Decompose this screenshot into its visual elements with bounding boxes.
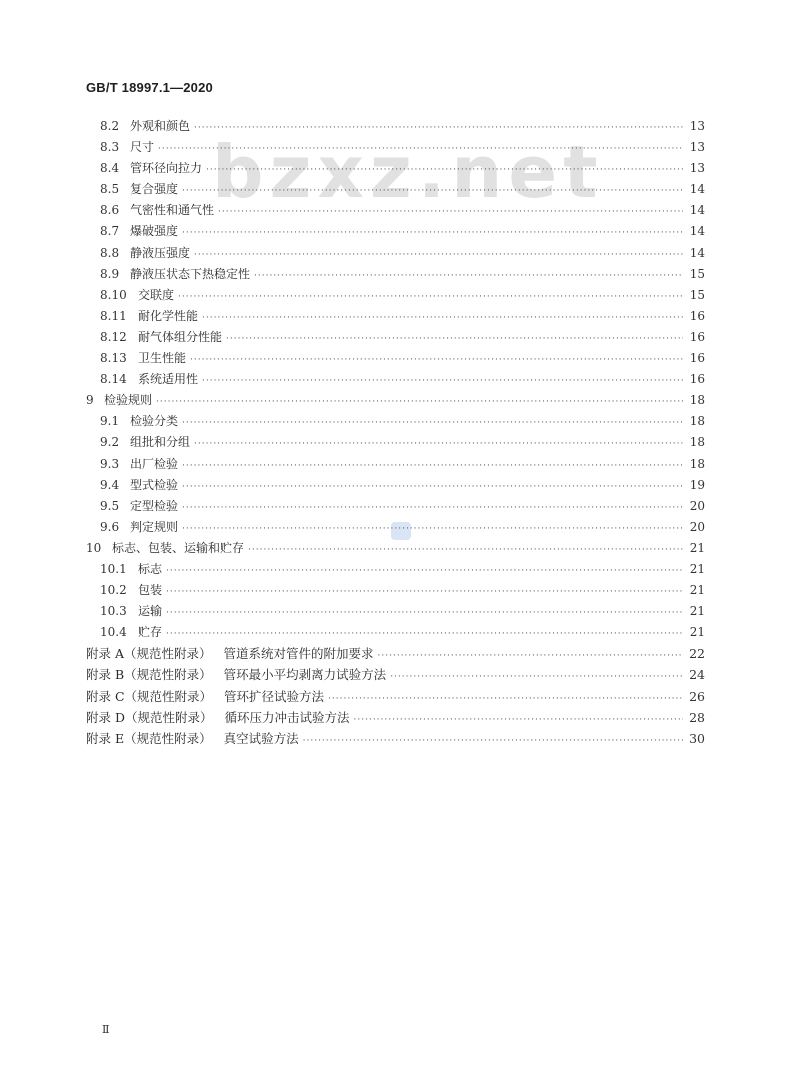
toc-leader-dots: [202, 371, 683, 392]
toc-entry-page: 15: [689, 266, 705, 281]
toc-entry-page: 21: [689, 625, 705, 640]
toc-entry[interactable]: [86, 348, 705, 369]
toc-entry-title: 爆破强度: [130, 224, 179, 239]
toc-entry-page: 16: [689, 351, 705, 366]
toc-leader-dots: [166, 582, 683, 603]
toc-entry-page: 21: [689, 583, 705, 598]
toc-entry-page: 28: [689, 709, 705, 725]
document-header: GB/T 18997.1—2020: [86, 80, 213, 95]
toc-entry-page: 20: [689, 519, 705, 534]
toc-entry-page: 30: [689, 730, 705, 746]
toc-entry-number: 10.3: [100, 604, 127, 619]
toc-entry[interactable]: [86, 432, 705, 453]
toc-leader-dots: [166, 624, 683, 645]
toc-leader-dots: [178, 287, 683, 308]
toc-entry[interactable]: [86, 137, 705, 158]
toc-leader-dots: [182, 456, 683, 477]
toc-leader-dots: [390, 667, 683, 688]
watermark-text: bzxz.net: [212, 130, 604, 214]
toc-entry-title: 组批和分组: [130, 435, 191, 450]
toc-leader-dots: [190, 350, 683, 371]
toc-entry-title: 外观和颜色: [130, 119, 191, 133]
toc-entry-title: 管环最小平均剥离力试验方法: [223, 667, 387, 683]
toc-entry[interactable]: [86, 580, 705, 601]
toc-entry-page: 18: [689, 414, 705, 429]
toc-entry-title: 检验分类: [130, 414, 179, 429]
toc-entry-page: 13: [689, 119, 705, 133]
toc-entry[interactable]: [86, 369, 705, 390]
toc-appendix-label: 附录 E（规范性附录）: [86, 730, 212, 746]
toc-entry-title: 尺寸: [130, 140, 155, 155]
toc-entry-number: 8.4: [100, 161, 120, 176]
toc-entry[interactable]: [86, 601, 705, 622]
page-number: Ⅱ: [102, 1023, 110, 1036]
toc-entry-title: 判定规则: [130, 519, 179, 534]
toc-entry-number: 8.5: [100, 182, 120, 197]
toc-entry-page: 13: [689, 140, 705, 155]
toc-leader-dots: [218, 202, 683, 223]
toc-appendix-label: 附录 D（规范性附录）: [86, 709, 213, 725]
toc-entry-number: 8.8: [100, 245, 120, 260]
toc-entry-page: 16: [689, 372, 705, 387]
toc-entry-number: 10: [86, 540, 102, 555]
toc-entry-title: 包装: [138, 583, 163, 598]
toc-entry-title: 静液压状态下热稳定性: [130, 266, 251, 281]
toc-leader-dots: [158, 139, 683, 160]
toc-leader-dots: [328, 689, 683, 710]
toc-entry-number: 10.4: [100, 625, 127, 640]
toc-entry[interactable]: [86, 285, 705, 306]
toc-entry-title: 运输: [138, 604, 163, 619]
toc-entry[interactable]: [86, 116, 705, 137]
toc-entry-page: 26: [689, 688, 705, 704]
toc-entry[interactable]: [86, 559, 705, 580]
toc-leader-dots: [303, 731, 683, 752]
toc-entry-number: 9.2: [100, 435, 120, 450]
toc-entry-title: 静液压强度: [130, 245, 191, 260]
toc-entry[interactable]: [86, 475, 705, 496]
toc-leader-dots: [182, 477, 683, 498]
toc-entry-number: 10.1: [100, 561, 127, 576]
toc-entry-title: 耐化学性能: [138, 308, 199, 323]
toc-entry-number: 8.9: [100, 266, 120, 281]
toc-leader-dots: [194, 245, 683, 266]
toc-entry-page: 24: [689, 667, 705, 683]
toc-leader-dots: [166, 561, 683, 582]
toc-entry[interactable]: [86, 179, 705, 200]
toc-entry-number: 10.2: [100, 583, 127, 598]
toc-entry[interactable]: [86, 200, 705, 221]
toc-entry-number: 8.3: [100, 140, 120, 155]
toc-entry-page: 18: [689, 456, 705, 471]
toc-entry-page: 18: [689, 435, 705, 450]
toc-entry-title: 检验规则: [104, 393, 153, 408]
toc-leader-dots: [202, 308, 683, 329]
toc-entry-page: 19: [689, 477, 705, 492]
toc-entry[interactable]: [86, 728, 705, 749]
toc-entry[interactable]: [86, 264, 705, 285]
toc-entry-title: 管道系统对管件的附加要求: [223, 646, 374, 662]
toc-leader-dots: [378, 646, 683, 667]
toc-leader-dots: [182, 181, 683, 202]
toc-entry-number: 9.4: [100, 477, 120, 492]
toc-entry-title: 系统适用性: [138, 372, 199, 387]
toc-entry-number: 9.1: [100, 414, 120, 429]
toc-leader-dots: [166, 603, 683, 624]
toc-entry-page: 15: [689, 287, 705, 302]
toc-entry-number: 8.14: [100, 372, 127, 387]
toc-leader-dots: [206, 160, 683, 181]
toc-entry[interactable]: [86, 158, 705, 179]
toc-entry-number: 8.10: [100, 287, 127, 302]
toc-appendix-label: 附录 C（规范性附录）: [86, 688, 213, 704]
toc-leader-dots: [254, 266, 683, 287]
toc-leader-dots: [182, 498, 683, 519]
toc-leader-dots: [194, 118, 683, 139]
toc-entry-number: 8.12: [100, 329, 127, 344]
toc-entry-number: 9.6: [100, 519, 120, 534]
toc-entry-title: 型式检验: [130, 477, 179, 492]
toc-entry-title: 真空试验方法: [223, 730, 299, 746]
toc-entry[interactable]: [86, 411, 705, 432]
toc-entry-number: 8.13: [100, 351, 127, 366]
toc-entry[interactable]: [86, 390, 705, 411]
toc-appendix-label: 附录 B（规范性附录）: [86, 667, 212, 683]
toc-appendix-label: 附录 A（规范性附录）: [86, 646, 212, 662]
toc-entry-number: 8.2: [100, 119, 120, 133]
toc-entry-title: 耐气体组分性能: [138, 329, 223, 344]
toc-entry-number: 8.11: [100, 308, 127, 323]
toc-leader-dots: [182, 223, 683, 244]
toc-entry-page: 22: [689, 646, 705, 662]
toc-entry-title: 卫生性能: [138, 351, 187, 366]
toc-entry-title: 循环压力冲击试验方法: [224, 709, 350, 725]
toc-entry[interactable]: [86, 622, 705, 643]
toc-entry-page: 16: [689, 329, 705, 344]
toc-entry-title: 管环径向拉力: [130, 161, 203, 176]
toc-entry-title: 出厂检验: [130, 456, 179, 471]
toc-entry-title: 定型检验: [130, 498, 179, 513]
toc-entry-page: 14: [689, 224, 705, 239]
toc-entry[interactable]: [86, 643, 705, 664]
toc-leader-dots: [226, 329, 683, 350]
toc-entry-number: 8.6: [100, 203, 120, 218]
toc-leader-dots: [248, 540, 683, 561]
toc-entry[interactable]: [86, 664, 705, 685]
toc-entry-title: 复合强度: [130, 182, 179, 197]
toc-entry[interactable]: [86, 496, 705, 517]
toc-entry-page: 20: [689, 498, 705, 513]
toc-entry-number: 9.3: [100, 456, 120, 471]
toc-entry[interactable]: [86, 538, 705, 559]
toc-entry-title: 交联度: [138, 287, 175, 302]
toc-entry-page: 21: [689, 540, 705, 555]
toc-entry-page: 14: [689, 182, 705, 197]
toc-entry-page: 16: [689, 308, 705, 323]
toc-entry-number: 8.7: [100, 224, 120, 239]
toc-entry-page: 18: [689, 393, 705, 408]
toc-entry-page: 14: [689, 203, 705, 218]
toc-entry-title: 贮存: [138, 625, 163, 640]
toc-leader-dots: [194, 434, 683, 455]
toc-entry-title: 管环扩径试验方法: [224, 688, 325, 704]
toc-entry[interactable]: [86, 221, 705, 242]
toc-entry[interactable]: [86, 327, 705, 348]
toc-entry-page: 21: [689, 561, 705, 576]
toc-entry[interactable]: [86, 686, 705, 707]
toc-entry-page: 13: [689, 161, 705, 176]
toc-entry-number: 9.5: [100, 498, 120, 513]
toc-leader-dots: [182, 519, 683, 540]
toc-entry-page: 21: [689, 604, 705, 619]
toc-leader-dots: [156, 392, 683, 413]
toc-leader-dots: [182, 413, 683, 434]
table-of-contents: [86, 116, 705, 749]
toc-entry-page: 14: [689, 245, 705, 260]
toc-entry-title: 气密性和通气性: [130, 203, 215, 218]
toc-entry[interactable]: [86, 707, 705, 728]
toc-entry[interactable]: [86, 454, 705, 475]
toc-leader-dots: [354, 710, 683, 731]
toc-entry-title: 标志: [138, 561, 163, 576]
toc-entry[interactable]: [86, 243, 705, 264]
toc-entry[interactable]: [86, 517, 705, 538]
toc-entry[interactable]: [86, 306, 705, 327]
toc-entry-number: 9: [86, 393, 94, 408]
toc-entry-title: 标志、包装、运输和贮存: [112, 540, 245, 555]
